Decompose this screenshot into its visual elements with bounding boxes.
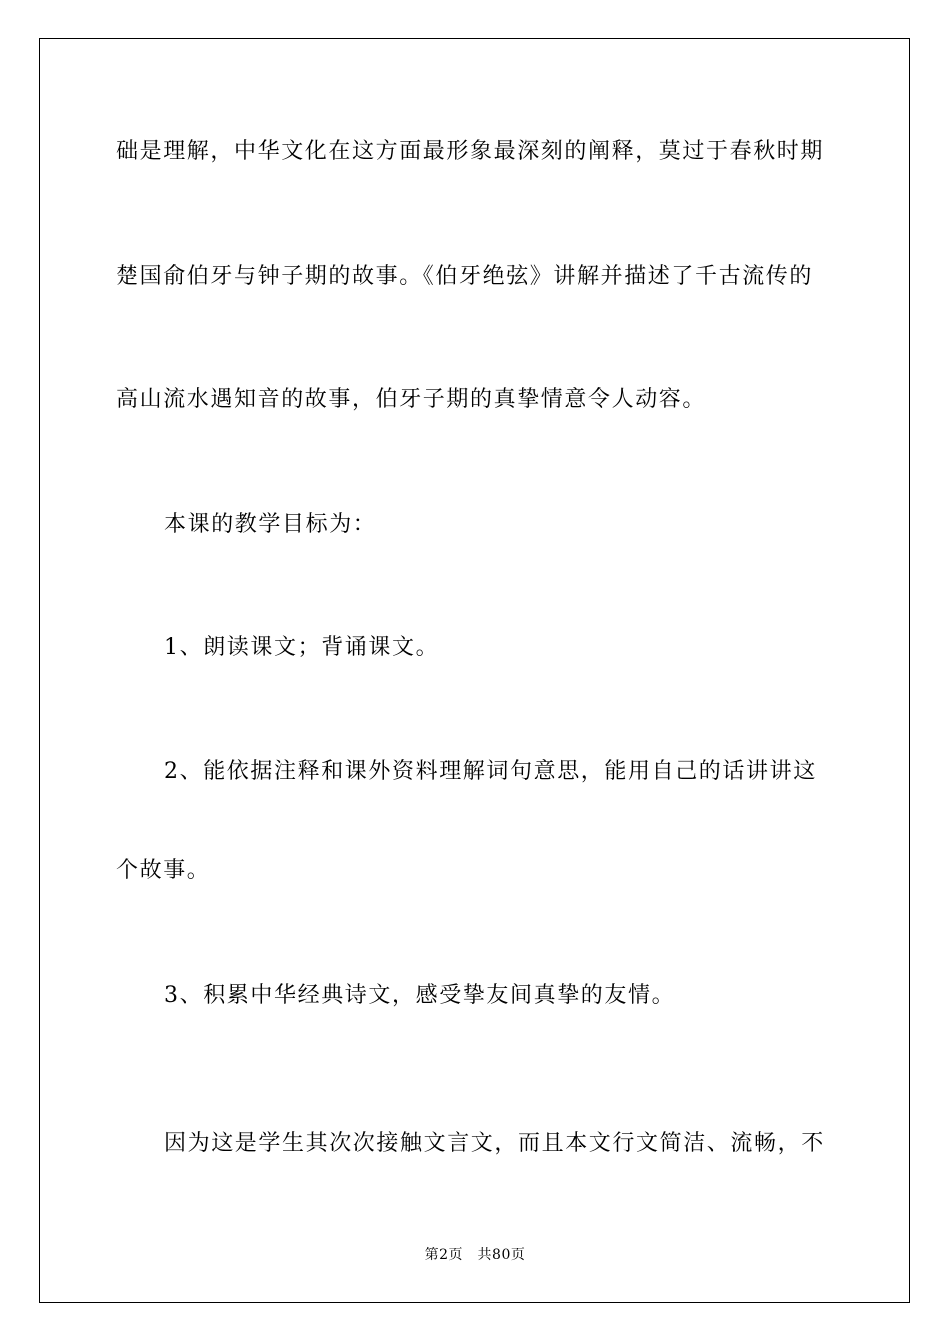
list-item: 3、积累中华经典诗文，感受挚友间真挚的友情。: [164, 983, 676, 1008]
page-border: [39, 38, 910, 1303]
paragraph-line: 因为这是学生其次次接触文言文，而且本文行文简洁、流畅，不: [164, 1131, 825, 1156]
paragraph-line: 本课的教学目标为：: [164, 512, 377, 537]
page-number-footer: 第2页 共80页: [424, 1247, 526, 1263]
list-item-continuation: 个故事。: [116, 858, 211, 883]
paragraph-line: 高山流水遇知音的故事，伯牙子期的真挚情意令人动容。: [116, 387, 707, 412]
list-item: 2、能依据注释和课外资料理解词句意思，能用自己的话讲讲这: [164, 759, 817, 784]
list-item: 1、朗读课文；背诵课文。: [164, 635, 440, 660]
paragraph-line: 础是理解，中华文化在这方面最形象最深刻的阐释，莫过于春秋时期: [116, 139, 825, 164]
paragraph-line: 楚国俞伯牙与钟子期的故事。《伯牙绝弦》讲解并描述了千古流传的: [116, 264, 814, 289]
